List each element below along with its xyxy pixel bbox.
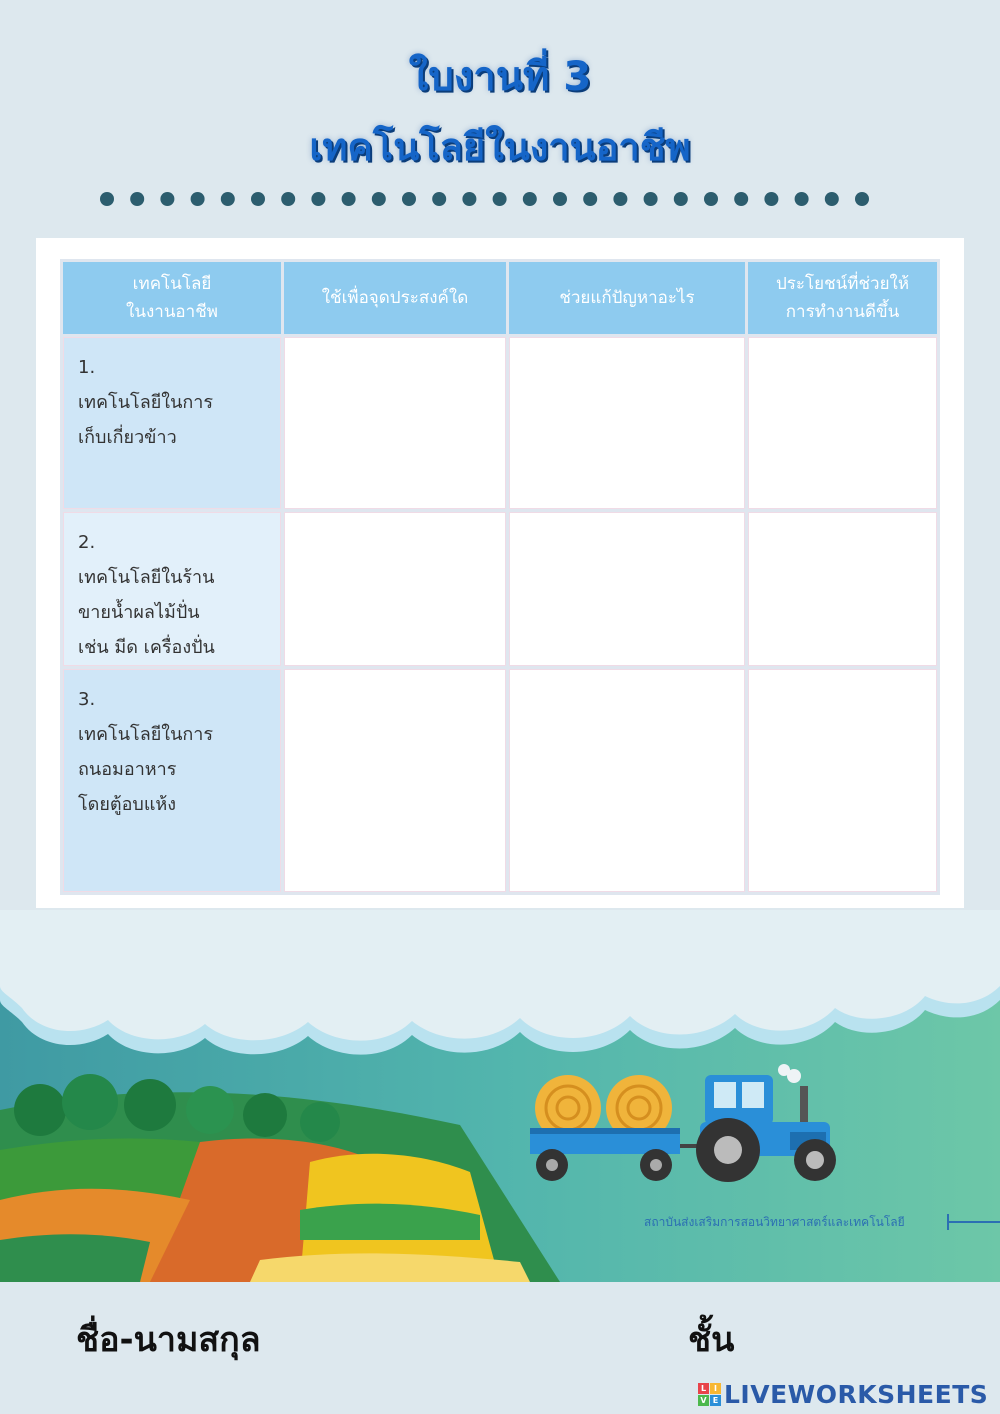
row-label-line: เทคโนโลยีในการ <box>78 392 214 413</box>
divider-dot <box>674 192 688 206</box>
divider-dot <box>855 192 869 206</box>
answer-cell-problem[interactable] <box>509 337 745 509</box>
class-label: ชั้น <box>688 1320 735 1360</box>
row-label-line: ถนอมอาหาร <box>78 759 177 780</box>
divider-dot <box>251 192 265 206</box>
header-technology <box>63 262 281 334</box>
divider-dot <box>402 192 416 206</box>
divider-dot <box>795 192 809 206</box>
divider-dot <box>644 192 658 206</box>
brand-mark-letter: V <box>698 1395 709 1406</box>
divider-dot <box>704 192 718 206</box>
row-number: 1. <box>78 357 96 378</box>
header-line: เทคโนโลยี <box>132 274 212 294</box>
row-label-line: โดยตู้อบแห้ง <box>78 794 177 815</box>
divider-dot <box>221 192 235 206</box>
illustration-credit: สถาบันส่งเสริมการสอนวิทยาศาสตร์และเทคโนโลยี <box>644 1215 905 1229</box>
worksheet-title: ใบงานที่ 3 <box>408 54 592 100</box>
row-label-line: เช่น มีด เครื่องปั่น <box>78 637 215 658</box>
row-label-line: ขายน้ำผลไม้ปั่น <box>78 602 200 623</box>
header-purpose <box>284 262 506 334</box>
divider-dot <box>281 192 295 206</box>
row-number: 2. <box>78 532 96 553</box>
answer-cell-purpose[interactable] <box>284 512 506 666</box>
header-benefit <box>748 262 937 334</box>
table-row <box>63 669 937 892</box>
divider-dot <box>100 192 114 206</box>
divider-dot <box>493 192 507 206</box>
row-label <box>63 669 281 892</box>
divider-dot <box>825 192 839 206</box>
answer-cell-purpose[interactable] <box>284 669 506 892</box>
header-line: การทำงานดีขึ้น <box>785 302 900 322</box>
divider-dot <box>432 192 446 206</box>
brand-mark-letter: L <box>698 1383 709 1394</box>
header-line: ช่วยแก้ปัญหาอะไร <box>559 288 695 308</box>
header-line: ใช้เพื่อจุดประสงค์ใด <box>321 288 469 308</box>
row-label-line: เทคโนโลยีในร้าน <box>78 567 215 588</box>
row-number: 3. <box>78 689 96 710</box>
row-label <box>63 512 281 666</box>
divider-dot <box>311 192 325 206</box>
row-label-line: เก็บเกี่ยวข้าว <box>78 427 177 448</box>
divider-dot <box>462 192 476 206</box>
divider-dot <box>734 192 748 206</box>
divider-dot <box>553 192 567 206</box>
header-line: ในงานอาชีพ <box>126 302 218 322</box>
divider-dot <box>160 192 174 206</box>
brand-mark-letter: E <box>710 1395 721 1406</box>
answer-cell-benefit[interactable] <box>748 337 937 509</box>
answer-cell-problem[interactable] <box>509 669 745 892</box>
table-row <box>63 512 937 666</box>
answer-cell-benefit[interactable] <box>748 512 937 666</box>
answer-cell-problem[interactable] <box>509 512 745 666</box>
answer-cell-purpose[interactable] <box>284 337 506 509</box>
divider-dot <box>523 192 537 206</box>
brand-mark-letter: I <box>710 1383 721 1394</box>
divider-dot <box>191 192 205 206</box>
header-line: ประโยชน์ที่ช่วยให้ <box>775 274 910 294</box>
divider-dot <box>583 192 597 206</box>
divider-dot <box>130 192 144 206</box>
divider-dot <box>764 192 778 206</box>
name-label: ชื่อ-นามสกุล <box>76 1320 261 1360</box>
dot-divider <box>96 188 876 210</box>
divider-dot <box>342 192 356 206</box>
brand-mark-icon <box>698 1383 721 1406</box>
divider-dot <box>613 192 627 206</box>
worksheet-table <box>60 259 940 895</box>
header-problem <box>509 262 745 334</box>
row-label-line: เทคโนโลยีในการ <box>78 724 214 745</box>
brand-name: LIVEWORKSHEETS <box>724 1379 989 1409</box>
liveworksheets-logo[interactable] <box>698 1380 988 1408</box>
worksheet-subtitle: เทคโนโลยีในงานอาชีพ <box>309 125 691 169</box>
divider-dot <box>372 192 386 206</box>
table-row <box>63 337 937 509</box>
row-label <box>63 337 281 509</box>
answer-cell-benefit[interactable] <box>748 669 937 892</box>
